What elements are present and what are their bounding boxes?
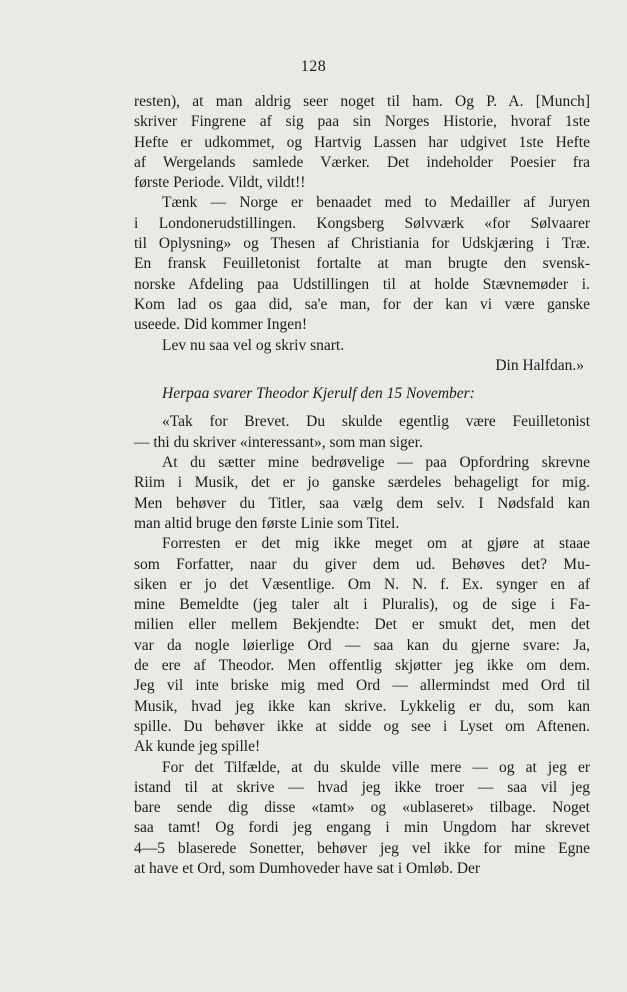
paragraph-gap	[134, 376, 590, 384]
text-line: norske Afdeling paa Udstillingen til at holde Stævnemøder i.	[134, 275, 590, 293]
text-line: siken er jo det Væsentlige. Om N. N. f. Ex. synger en af	[134, 575, 590, 593]
text-line: i Londonerudstillingen. Kongsberg Sølvværk «for Sølvaarer	[134, 214, 590, 232]
text-line: «Tak for Brevet. Du skulde egentlig være Feuilletonist	[162, 413, 590, 431]
text-line: For det Tilfælde, at du skulde ville mere — og at jeg er	[162, 758, 590, 776]
text-line: En fransk Feuilletonist fortalte at man brugte den svensk-	[134, 255, 590, 273]
text-line: Riim i Musik, det er jo ganske særdeles behageligt for mig.	[134, 474, 590, 492]
text-line: Tænk — Norge er benaadet med to Medailler af Juryen	[162, 194, 590, 212]
text-line: Musik, hvad jeg ikke kan skrive. Lykkelig er du, som kan	[134, 697, 590, 715]
text-line: — thi du skriver «interessant», som man siger.	[134, 433, 423, 451]
paragraph-gap	[134, 404, 590, 412]
text-line: bare sende dig disse «tamt» og «ublaseret» tilbage. Noget	[134, 799, 590, 817]
text-line: de ere af Theodor. Men offentlig skjøtter jeg ikke om dem.	[134, 657, 590, 675]
text-line: useede. Did kommer Ingen!	[134, 316, 308, 334]
text-line: Hefte er udkommet, og Hartvig Lassen har udgivet 1ste Hefte	[134, 133, 590, 151]
text-line: første Periode. Vildt, vildt!!	[134, 174, 306, 192]
text-line: Ak kunde jeg spille!	[134, 738, 261, 756]
text-line: mine Bemeldte (jeg taler alt i Pluralis), og de sige i Fa-	[134, 596, 590, 614]
text-line: til Oplysning» og Thesen af Christiania for Udskjæring i Træ.	[134, 235, 590, 253]
text-line: Kom lad os gaa did, sa'e man, for der kan vi være ganske	[134, 295, 590, 313]
text-line: Lev nu saa vel og skriv snart.	[162, 336, 345, 354]
text-line: Forresten er det mig ikke meget om at gjøre at staae	[162, 535, 590, 553]
text-line: man altid bruge den første Linie som Titel.	[134, 514, 400, 532]
text-line: skriver Fingrene af sig paa sin Norges Historie, hvoraf 1ste	[134, 113, 590, 131]
letter-signature: Din Halfdan.»	[495, 356, 584, 374]
text-line: milien eller mellem Bekjendte: Det er smukt det, men det	[134, 616, 590, 634]
text-line: Men behøver du Titler, saa vælg dem selv. I Nødsfald kan	[134, 494, 590, 512]
text-line: spille. Du behøver ikke at sidde og see i Lyset om Aftenen.	[134, 717, 590, 735]
text-line: resten), at man aldrig seer noget til ham. Og P. A. [Munch]	[134, 93, 590, 110]
text-line: som Forfatter, naar du giver dem ud. Behøves det? Mu-	[134, 555, 590, 573]
text-line: af Wergelands samlede Værker. Det indeholder Poesier fra	[134, 153, 590, 171]
text-line: var da nogle løierlige Ord — saa kan du gjerne svare: Ja,	[134, 636, 590, 654]
text-line: Jeg vil inte briske mig med Ord — allermindst med Ord til	[134, 677, 590, 695]
text-line: saa tamt! Og fordi jeg engang i min Ungdom har skrevet	[134, 819, 590, 837]
text-line: 4—5 blaserede Sonetter, behøver jeg vel ikke for mine Egne	[134, 839, 590, 857]
text-line: At du sætter mine bedrøvelige — paa Opfordring skrevne	[162, 454, 590, 472]
text-line: at have et Ord, som Dumhoveder have sat i Omløb. Der	[134, 859, 481, 877]
page-text	[134, 92, 590, 879]
section-heading: Herpaa svarer Theodor Kjerulf den 15 November:	[162, 385, 475, 403]
text-line: istand til at skrive — hvad jeg ikke troer — saa vil jeg	[134, 778, 590, 796]
page-number: 128	[300, 58, 327, 75]
